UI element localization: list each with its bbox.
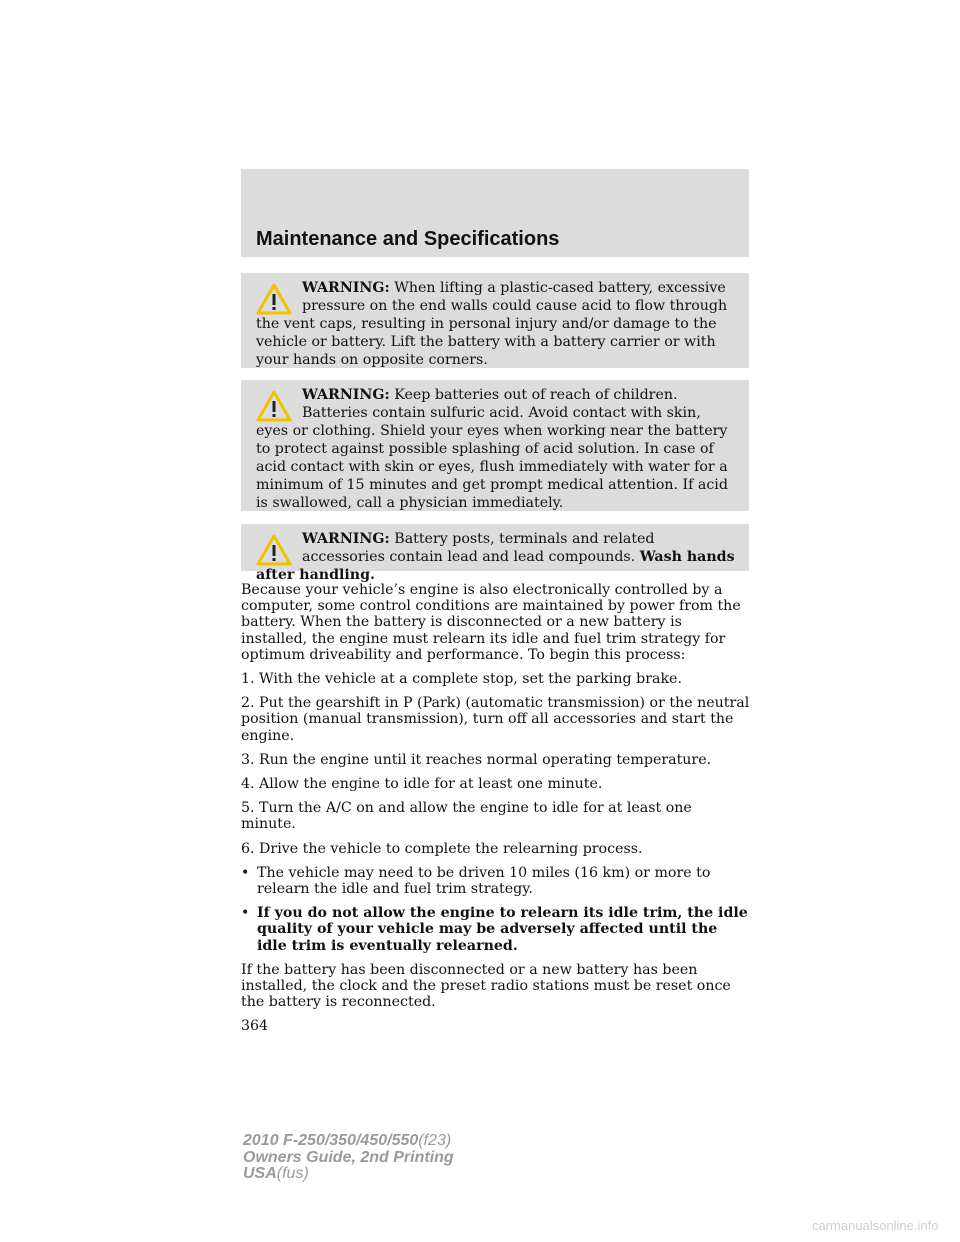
warning-triangle-icon [256,283,292,315]
warning-label: WARNING: [302,531,390,547]
document-footer [243,1133,454,1183]
footer-region: USA [243,1165,277,1182]
warning-label: WARNING: [302,387,390,403]
warning-box-children [241,380,749,511]
bullet-icon: • [241,864,250,881]
body-text [241,582,751,1035]
warning-box-lifting [241,273,749,368]
footer-region-code: (fus) [276,1165,309,1182]
warning-text: When lifting a plastic-cased battery, excessive pressure on the end walls could cause acid to flow through the vent caps, resulting in personal injury and/or damage to the vehicle or battery. Lift the battery with a battery carrier or with your hands on opposite corners. [256,280,728,368]
step-3: 3. Run the engine until it reaches normal operating temperature. [241,751,712,768]
step-1: 1. With the vehicle at a complete stop, set the parking brake. [241,671,682,688]
watermark: carmanualsonline.info [812,1218,939,1233]
footer-line-3 [243,1166,454,1183]
footer-model-code: (f23) [418,1132,452,1149]
footer-line-1 [243,1133,454,1150]
bullet-icon: • [241,905,250,922]
step-5: 5. Turn the A/C on and allow the engine to idle for at least one minute. [241,800,692,833]
warning-box-lead [241,524,749,583]
warning-text: Battery posts, terminals and related accessories contain lead and lead compounds. [302,531,655,565]
warning-text: Keep batteries out of reach of children. Batteries contain sulfuric acid. Avoid contact with skin, eyes or clothing. Shield your eyes when working near the battery to protect against possible splashing of acid solution. In case of acid contact with skin or eyes, flush immediately with water for a minimum of 15 minutes and get prompt medical attention. If acid is swallowed, call a physician immediately. [256,387,728,511]
bullet-text: If you do not allow the engine to relearn its idle trim, the idle quality of your vehicle may be adversely affected until the idle trim is eventually relearned. [257,905,748,954]
page-number: 364 [241,1018,269,1035]
section-title: Maintenance and Specifications [256,228,560,250]
bullet-item [241,865,751,897]
warning-triangle-icon [256,390,292,422]
bullet-item [241,905,751,954]
warning-label: WARNING: [302,280,390,296]
closing-paragraph: If the battery has been disconnected or a new battery has been installed, the clock and the preset radio stations must be reset once the battery is reconnected. [241,961,731,1011]
step-6: 6. Drive the vehicle to complete the relearning process. [241,840,643,857]
intro-paragraph: Because your vehicle’s engine is also electronically controlled by a computer, some control conditions are maintained by power from the battery. When the battery is disconnected or a new battery is installed, the engine must relearn its idle and fuel trim strategy for optimum driveability and performance. To begin this process: [241,582,741,663]
warning-strong-text: Wash hands after handling. [256,549,735,583]
section-header [241,169,749,257]
step-4: 4. Allow the engine to idle for at least one minute. [241,776,603,793]
footer-line-2: Owners Guide, 2nd Printing [243,1148,454,1166]
footer-model: 2010 F-250/350/450/550 [243,1132,419,1149]
warning-triangle-icon [256,534,292,566]
step-2: 2. Put the gearshift in P (Park) (automatic transmission) or the neutral position (manual transmission), turn off all accessories and start the engine. [241,695,750,744]
bullet-text: The vehicle may need to be driven 10 miles (16 km) or more to relearn the idle and fuel trim strategy. [257,864,711,898]
